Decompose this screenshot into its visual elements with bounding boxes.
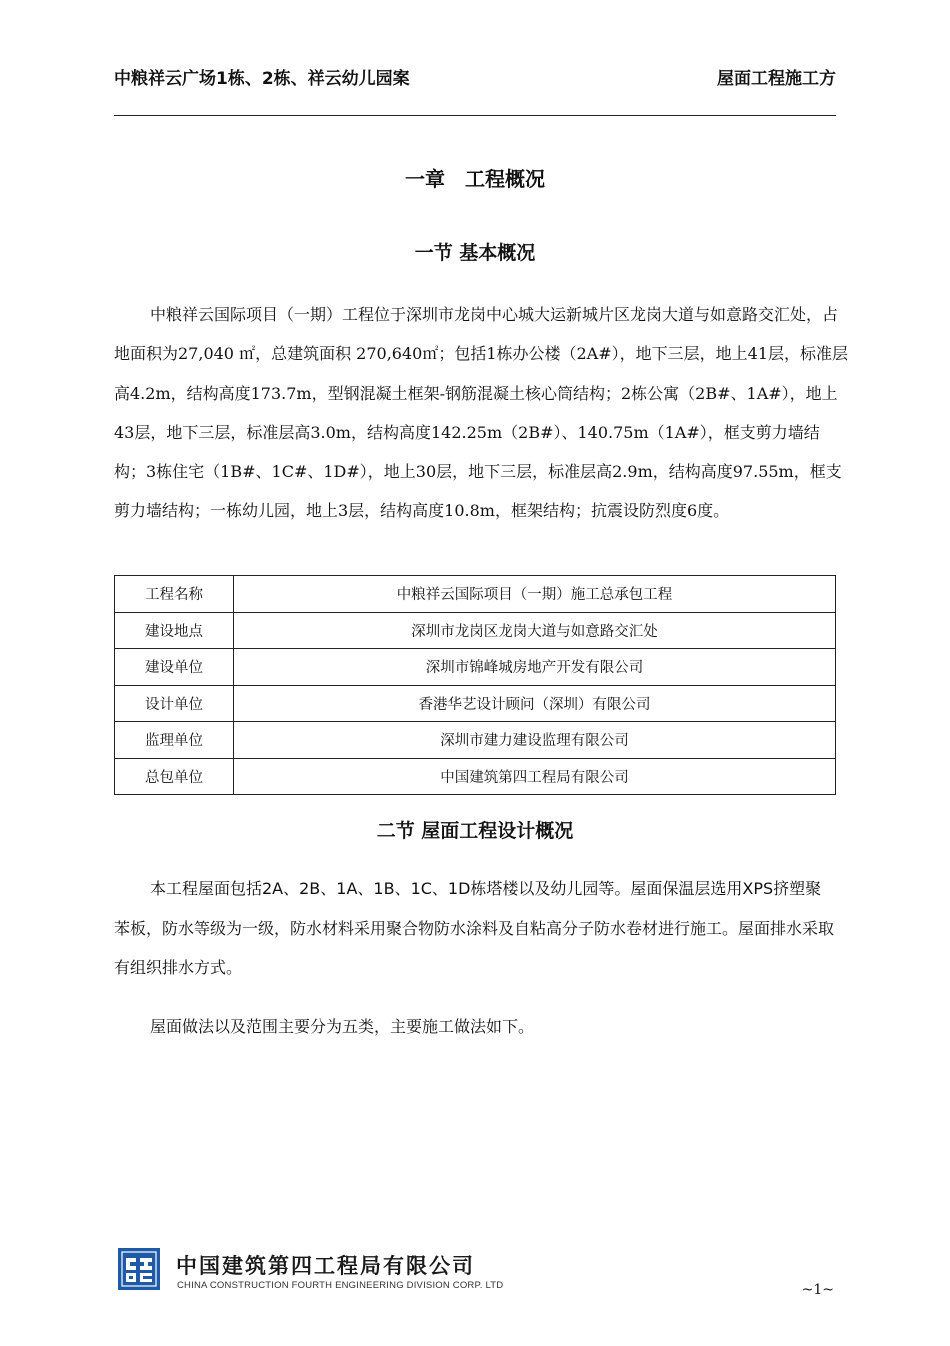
footer-company-name-en: CHINA CONSTRUCTION FOURTH ENGINEERING DIVISION CORP. LTD [177, 1280, 504, 1291]
header-project-name: 中粮祥云广场1栋、2栋、祥云幼儿园案 [114, 69, 410, 89]
table-cell-key: 工程名称 [115, 576, 234, 613]
table-cell-key: 监理单位 [115, 722, 234, 759]
table-cell-value: 深圳市龙岗区龙岗大道与如意路交汇处 [234, 612, 836, 649]
table-cell-value: 中国建筑第四工程局有限公司 [234, 758, 836, 795]
project-info-table [114, 575, 836, 795]
table-cell-value: 深圳市锦峰城房地产开发有限公司 [234, 649, 836, 686]
table-cell-key: 建设地点 [115, 612, 234, 649]
paragraph-roof-methods: 屋面做法以及范围主要分为五类，主要施工做法如下。 [150, 1017, 535, 1036]
table-cell-value: 深圳市建力建设监理有限公司 [234, 722, 836, 759]
cscec-logo-icon [118, 1248, 160, 1290]
section-title-roof-design: 二节 屋面工程设计概况 [376, 820, 574, 842]
paragraph-roof-design: 本工程屋面包括2A、2B、1A、1B、1C、1D栋塔楼以及幼儿园等。屋面保温层选用XPS挤塑聚苯板，防水等级为一级，防水材料采用聚合物防水涂料及自粘高分子防水卷材进行施工。屋面排水采取有组织排水方式。 [114, 879, 835, 977]
table-row [115, 612, 836, 649]
header-document-title: 屋面工程施工方 [717, 69, 836, 89]
chapter-title: 一章 工程概况 [405, 167, 545, 191]
table-row [115, 722, 836, 759]
table-row [115, 685, 836, 722]
section-title-basic-overview: 一节 基本概况 [414, 242, 536, 264]
table-row [115, 576, 836, 613]
table-row [115, 758, 836, 795]
page-header [114, 68, 836, 116]
page-number: ~1~ [801, 1282, 834, 1298]
table-row [115, 649, 836, 686]
table-cell-key: 设计单位 [115, 685, 234, 722]
table-cell-value: 中粮祥云国际项目（一期）施工总承包工程 [234, 576, 836, 613]
paragraph-project-overview: 中粮祥云国际项目（一期）工程位于深圳市龙岗中心城大运新城片区龙岗大道与如意路交汇处，占地面积为27,040 ㎡，总建筑面积 270,640㎡；包括1栋办公楼（2A#），地下三层，地上41层，标准层高4.2m，结构高度173.7m，型钢混凝土框架-钢筋混凝土核心筒结构；2栋公寓（2B#、1A#），地上43层，地下三层，标准层高3.0m，结构高度142.25m（2B#）、140.75m（1A#），框支剪力墙结构；3栋住宅（1B#、1C#、1D#），地上30层，地下三层，标准层高2.9m，结构高度97.55m，框支剪力墙结构；一栋幼儿园，地上3层，结构高度10.8m，框架结构；抗震设防烈度6度。 [114, 305, 849, 521]
table-cell-key: 总包单位 [115, 758, 234, 795]
table-cell-value: 香港华艺设计顾问（深圳）有限公司 [234, 685, 836, 722]
table-cell-key: 建设单位 [115, 649, 234, 686]
footer-company-name-cn: 中国建筑第四工程局有限公司 [176, 1254, 475, 1278]
